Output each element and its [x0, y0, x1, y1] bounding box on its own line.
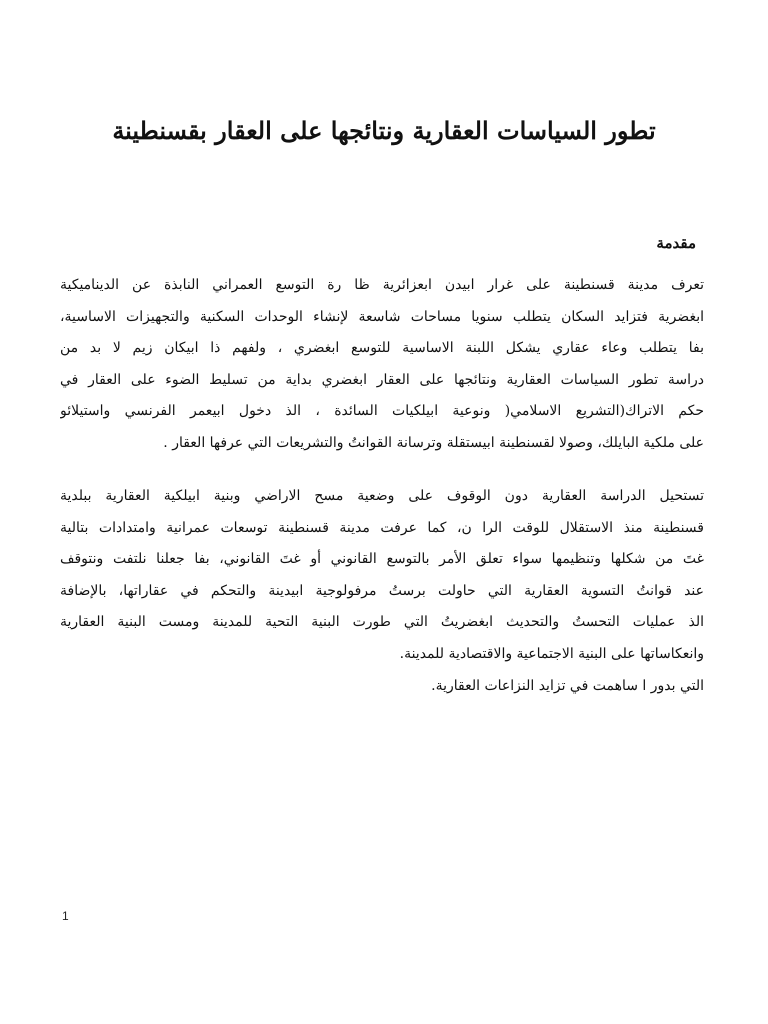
text-line: عند قوانتُ التسوية العقارية التي حاولت برستُ مرفولوجية ابيدينة والتحكم في عقاراتها، بالإضافة [60, 582, 704, 599]
text-line: الذ عمليات التحستُ والتحديث ابغضريتُ التي طورت البنية التحية للمدينة ومست البنية العقارية [60, 614, 704, 630]
section-heading: مقدمة [656, 234, 696, 252]
text-line: قسنطينة منذ الاستقلال للوقت الرا ن، كما عرفت مدينة قسنطينة توسعات عمرانية وامتدادات بتالية [60, 519, 704, 536]
paragraph-intro [60, 270, 704, 459]
text-line: على ملكية البايلك، وصولا لقسنطينة ابيستقلة وترسانة القوانتُ والتشريعات التي عرفها العقار . [163, 434, 704, 451]
text-line: التي بدور ا ساهمت في تزايد النزاعات العقارية. [431, 678, 704, 694]
page-number: 1 [62, 909, 69, 923]
paragraph-conclusion [60, 671, 704, 703]
document-title: تطور السياسات العقارية ونتائجها على العقار بقسنطينة [112, 116, 656, 145]
text-line: وانعكاساتها على البنية الاجتماعية والاقتصادية للمدينة. [399, 645, 704, 662]
paragraph-study [60, 481, 704, 670]
text-line: غتَ من شكلها وتنظيمها سواء تعلق الأمر بالتوسع القانوني أو غتَ القانوني، بفا جعلنا نلتفت ونتوقف [60, 551, 704, 567]
text-line: تعرف مدينة قسنطينة على غرار ابيدن ابعزائرية ظا رة التوسع العمراني النابذة عن الديناميكية [60, 277, 704, 293]
text-line: ابغضرية فتزايد السكان يتطلب سنويا مساحات شاسعة لإنشاء الوحدات السكنية والتجهيزات الاساسية، [60, 308, 704, 325]
text-line: بفا يتطلب وعاء عقاري يشكل اللبنة الاساسية للتوسع ابغضري ، ولفهم ذا ابيكان زيم لا بد من [60, 340, 704, 356]
text-line: تستحيل الدراسة العقارية دون الوقوف على وضعية مسح الاراضي وبنية ابيلكية العقارية ببلدية [60, 488, 704, 504]
text-line: دراسة تطور السياسات العقارية ونتائجها على العقار ابغضري بداية من تسليط الضوء على العقار في [60, 371, 704, 388]
text-line: حكم الاتراك(التشريع الاسلامي( ونوعية ابيلكيات السائدة ، الذ دخول ابيعمر الفرنسي واستيلائو [60, 403, 704, 419]
